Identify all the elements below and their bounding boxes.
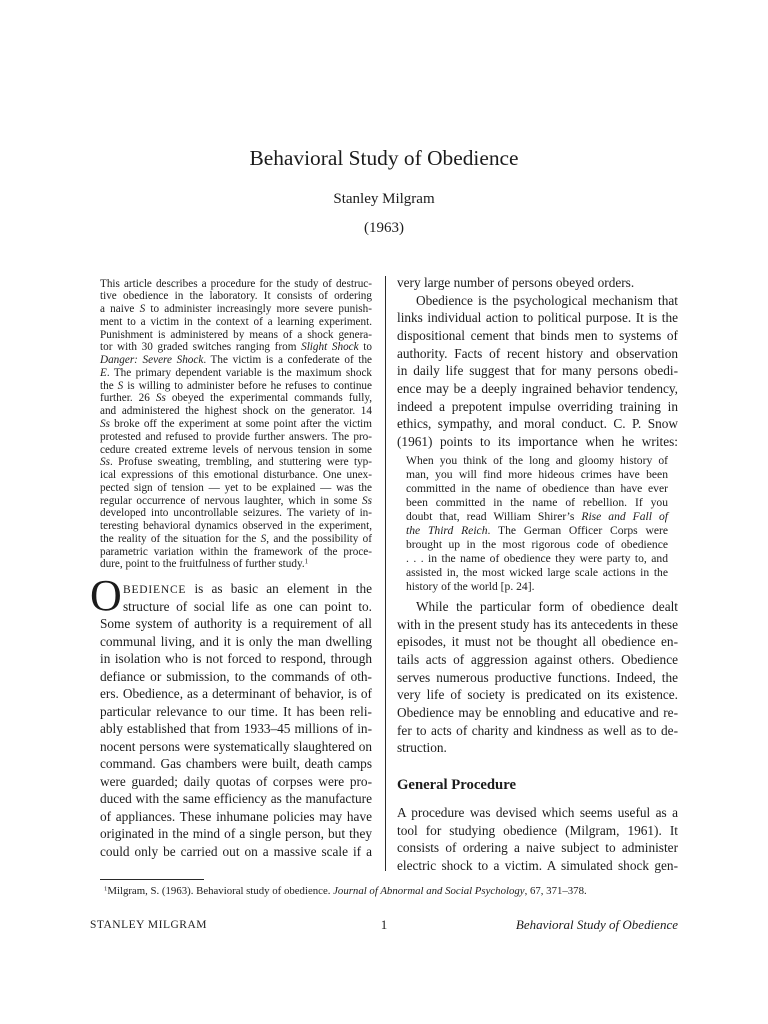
text-line [100, 703, 372, 721]
text-line [100, 533, 372, 546]
text-run: in isolation who is not forced to respond, through [100, 651, 372, 667]
text-run: nocent persons were systematically slaughtered on [100, 738, 372, 754]
text-run: . The victim is a confederate of the [203, 354, 373, 367]
text-run: authority. Facts of recent history and observation [397, 345, 678, 361]
text-run: is willing to administer before he refuses to continue [123, 379, 372, 392]
text-run: very large number of persons obeyed orders. [397, 275, 635, 291]
text-run: serves numerous productive functions. Indeed, the [397, 669, 678, 685]
text-line [397, 327, 678, 345]
text-line [406, 496, 668, 510]
text-line [100, 316, 372, 329]
text-run: This article describes a procedure for the study of destruc- [100, 277, 372, 290]
text-line [100, 720, 372, 738]
text-line [397, 415, 678, 433]
text-line [406, 482, 668, 496]
text-line [406, 538, 668, 552]
italic-text: Ss [362, 494, 372, 507]
text-line [100, 367, 372, 380]
text-run: Milgram, S. (1963). Behavioral study of obedience. [107, 885, 334, 897]
drop-cap: O [90, 571, 122, 621]
text-run: , 67, 371–378. [524, 885, 587, 897]
text-run: tails acts of aggression against others. Obedience [397, 652, 678, 668]
intro-lines [100, 598, 372, 861]
text-run: , and the possibility of [266, 532, 373, 545]
text-run: ably established that from 1933–45 millions of in- [100, 721, 372, 737]
text-run: protested and refused to provide further answers. The pro- [100, 430, 372, 443]
italic-text: S [117, 379, 124, 392]
italic-text: Journal of Abnormal and Social Psychology [333, 885, 525, 897]
text-run: regular occurrence of nervous laughter, which in some [100, 494, 363, 507]
text-run: man, you will find more hideous crimes have been [406, 468, 668, 481]
text-run: history of the world [p. 24]. [406, 580, 535, 593]
text-run: . The primary dependent variable is the maximum shock [106, 366, 372, 379]
text-run: ment to a victim in the context of a learning experiment. [100, 315, 372, 328]
text-line [100, 650, 372, 668]
text-run: with in the present study has its antecedents in these [397, 616, 678, 632]
intro-paragraph [90, 571, 372, 860]
footer-title: Behavioral Study of Obedience [515, 917, 678, 932]
text-run: originated in the mind of a single person, but they [100, 826, 372, 842]
text-run: Punishment is administered by means of a shock genera- [100, 328, 372, 341]
text-run: A procedure was devised which seems useful as a [397, 805, 678, 821]
text-run: could only be carried out on a massive scale if a [100, 843, 372, 859]
text-line [406, 566, 668, 580]
text-run: Obedience is the psychological mechanism that [416, 292, 678, 308]
text-line [397, 704, 678, 722]
text-line [100, 431, 372, 444]
text-line [397, 292, 678, 310]
text-line [406, 510, 668, 524]
text-line [100, 773, 372, 791]
text-line [406, 580, 668, 594]
text-run: brought up in the most rigorous code of obedience [406, 538, 668, 551]
text-line [397, 804, 678, 822]
column-divider [385, 276, 386, 871]
text-run: struction. [397, 740, 447, 756]
text-line [397, 739, 678, 757]
text-line [100, 444, 372, 457]
text-run: dispositional cement that binds men to systems of [397, 328, 678, 344]
publication-year: (1963) [364, 220, 404, 236]
text-line [406, 454, 668, 468]
text-line [100, 825, 372, 843]
text-run: . . . in the name of obedience they were party to, and [406, 552, 668, 565]
text-run: ers. Obedience, as a determinant of behavior, is of [100, 686, 372, 702]
text-run: tor with 30 graded switches ranging from [100, 341, 302, 354]
text-run: (1961) points to its importance when he writes: [397, 433, 678, 449]
page-number: 1 [380, 917, 388, 932]
text-line [104, 884, 680, 898]
text-line [397, 274, 678, 292]
text-run: developed into uncontrollable seizures. The variety of in- [100, 507, 372, 520]
text-run: episodes, it must not be thought all obedience en- [397, 634, 678, 650]
text-run: broke off the experiment at some point after the victim [109, 418, 372, 431]
text-run: ence may be a deeply ingrained behavior tendency, [397, 380, 678, 396]
text-line [100, 558, 372, 571]
text-line [397, 598, 678, 616]
italic-text: Ss [100, 418, 110, 431]
text-line [397, 309, 678, 327]
text-line [397, 651, 678, 669]
text-line [397, 616, 678, 634]
text-line [100, 843, 372, 861]
text-run: to administer increasingly more severe punish- [145, 303, 372, 316]
text-run: tool for studying obedience (Milgram, 1961). It [397, 822, 678, 838]
text-line [100, 755, 372, 773]
text-run: dure, point to the fruitfulness of further study. [100, 558, 305, 571]
text-run: been committed in the name of rebellion. If you [406, 496, 668, 509]
italic-text: S [260, 532, 267, 545]
text-run: teresting behavioral dynamics observed in the experiment, [100, 520, 372, 533]
right-paragraph-1 [397, 274, 678, 450]
text-line [100, 278, 372, 291]
italic-text: E [100, 366, 107, 379]
right-paragraph-3 [397, 804, 678, 875]
text-run: cedure created extreme levels of nervous tension in some [100, 443, 372, 456]
text-run: tive obedience in the laboratory. It consists of ordering [100, 290, 372, 303]
text-line [406, 552, 668, 566]
text-run: very life of society is predicated on its existence. [397, 687, 678, 703]
text-line [397, 345, 678, 363]
text-line [100, 668, 372, 686]
text-run: ical expressions of this emotional disturbance. One unex- [100, 469, 372, 482]
italic-text: Slight Shock [301, 341, 359, 354]
text-line [100, 546, 372, 559]
text-line [100, 738, 372, 756]
text-run: the [100, 379, 118, 392]
text-line [100, 380, 372, 393]
text-run: While the particular form of obedience dealt [416, 599, 678, 615]
text-line [397, 398, 678, 416]
text-run: Some system of authority is a requirement of all [100, 616, 372, 632]
right-paragraph-2 [397, 598, 678, 757]
text-line [100, 507, 372, 520]
text-run: . Profuse sweating, trembling, and stuttering were typ- [109, 456, 372, 469]
block-quote [406, 454, 668, 594]
text-line [100, 329, 372, 342]
text-run: pected sign of tension — yet to be explained — was the [100, 481, 372, 494]
text-run: assisted in, the most wicked large scale actions in the [406, 566, 668, 579]
text-line [100, 633, 372, 651]
author-name: Stanley Milgram [333, 191, 435, 207]
text-line [100, 405, 372, 418]
text-run: indeed a prepotent impulse overriding training in [397, 398, 678, 414]
text-line [397, 839, 678, 857]
text-line [100, 615, 372, 633]
text-line [397, 857, 678, 875]
text-line [100, 354, 372, 367]
text-line [397, 633, 678, 651]
footer-author: STANLEY MILGRAM [90, 919, 207, 931]
text-run: to [358, 341, 372, 354]
text-run: . The German Officer Corps were [487, 524, 669, 537]
text-line [100, 685, 372, 703]
footnote-marker: 1 [304, 557, 309, 566]
text-run: Obedience may be ennobling and educative and re- [397, 704, 678, 720]
text-run: links individual action to political purpose. It is the [397, 310, 678, 326]
text-run: committed in the name of obedience than have ever [406, 482, 668, 495]
small-caps-word: BEDIENCE [123, 584, 187, 597]
text-line [100, 456, 372, 469]
footnote-rule [100, 879, 204, 880]
text-line [397, 362, 678, 380]
text-line [100, 520, 372, 533]
text-run: consists of ordering a naive subject to administer [397, 840, 678, 856]
text-line [397, 722, 678, 740]
text-run: is as basic an element in the [186, 581, 372, 597]
text-line [100, 580, 372, 598]
text-line [397, 686, 678, 704]
text-run: of appliances. These inhumane policies may have [100, 808, 372, 824]
text-line [100, 303, 372, 316]
text-run: duced with the same efficiency as the manufacture [100, 791, 372, 807]
text-run: obeyed the experimental commands fully, [165, 392, 372, 405]
text-run: the reality of the situation for the [100, 532, 261, 545]
text-line [100, 392, 372, 405]
text-line [100, 495, 372, 508]
italic-text: Danger: Severe Shock [100, 354, 204, 367]
text-line [406, 524, 668, 538]
text-line [397, 669, 678, 687]
text-line [100, 482, 372, 495]
text-run: structure of social life as one can point to. [123, 598, 372, 614]
text-run: doubt that, read William Shirer’s [406, 510, 582, 523]
text-run: command. Gas chambers were built, death camps [100, 756, 372, 772]
text-line [100, 469, 372, 482]
text-run: communal living, and it is only the man dwelling [100, 633, 372, 649]
text-run: further. 26 [100, 392, 156, 405]
footnote [104, 884, 680, 898]
text-line [397, 380, 678, 398]
italic-text: the Third Reich [406, 524, 488, 537]
text-run: were guarded; daily quotas of corpses were pro- [100, 773, 372, 789]
text-line [397, 822, 678, 840]
paper-title: Behavioral Study of Obedience [249, 146, 519, 170]
text-run: particular relevance to our time. It has been reli- [100, 703, 372, 719]
text-line [100, 808, 372, 826]
text-line [397, 433, 678, 451]
text-run: electric shock to a victim. A simulated shock gen- [397, 858, 678, 874]
text-line [406, 468, 668, 482]
italic-text: S [139, 303, 146, 316]
text-line [100, 790, 372, 808]
text-run: and administered the highest shock on the generator. 14 [100, 405, 372, 418]
footnote-marker: 1 [104, 885, 108, 893]
text-line [100, 341, 372, 354]
text-line [100, 598, 372, 616]
text-run: fer to acts of charity and kindness as well as to de- [397, 722, 678, 738]
italic-text: Ss [155, 392, 166, 405]
abstract [100, 278, 372, 572]
italic-text: Rise and Fall of [581, 510, 668, 523]
text-line [100, 290, 372, 303]
text-run: parametric variation within the framework of the proce- [100, 545, 372, 558]
section-heading: General Procedure [397, 777, 516, 793]
text-run: defiance or submission, to the commands of oth- [100, 668, 372, 684]
text-run: a naive [100, 303, 140, 316]
italic-text: Ss [100, 456, 110, 469]
text-run: in daily life suggest that for many persons obedi- [397, 363, 678, 379]
text-line [100, 418, 372, 431]
text-run: When you think of the long and gloomy history of [406, 454, 668, 467]
text-run: ethics, sympathy, and moral conduct. C. P. Snow [397, 416, 678, 432]
